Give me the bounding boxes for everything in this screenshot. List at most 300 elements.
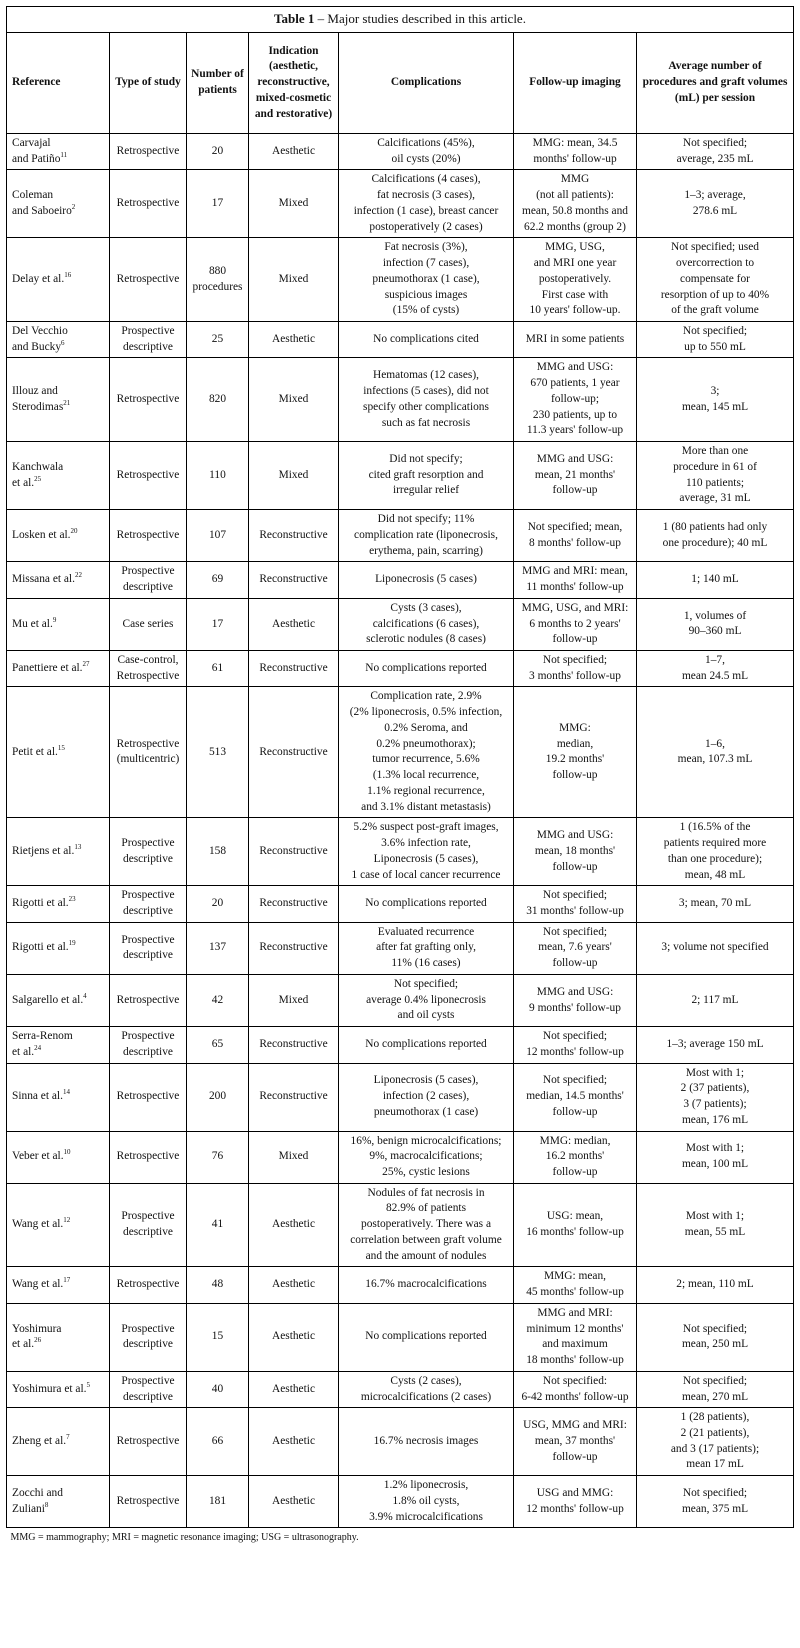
cell-patients [187,562,249,598]
cell-complications-text: Hematomas (12 cases), infections (5 cases), did not specify other complications such as fat necrosis [363,369,489,429]
cell-reference [7,1476,110,1528]
table-row [7,818,794,886]
cell-type-text: Retrospective [116,1278,180,1291]
cell-complications-text: Did not specify; cited graft resorption and irregular relief [368,453,484,497]
cell-imaging [514,687,637,818]
cell-imaging [514,510,637,562]
cell-complications-text: Evaluated recurrence after fat grafting only, 11% (16 cases) [376,925,476,970]
cell-type [110,1267,187,1303]
cell-indication-text: Reconstructive [259,1090,328,1103]
cell-type-text: Retrospective [116,993,180,1006]
cell-reference-text: Rigotti et al. [12,941,69,954]
cell-type [110,1371,187,1407]
cell-reference-text: Zheng et al. [12,1434,67,1447]
cell-type-text: Retrospective [116,1090,180,1103]
cell-reference-text: Salgarello et al. [12,993,84,1006]
cell-complications-text: 16%, benign microcalcifications; 9%, macrocalcifications; 25%, cystic lesions [350,1134,502,1178]
cell-reference [7,1267,110,1303]
cell-patients-text: 65 [211,1037,224,1050]
cell-imaging-text: MMG (not all patients): mean, 50.8 months and 62.2 months (group 2) [522,173,628,233]
table-row [7,974,794,1026]
cell-patients [187,1476,249,1528]
cell-imaging-text: Not specified; 3 months' follow-up [529,653,621,682]
cell-indication [249,562,339,598]
cell-reference-text: Panettiere et al. [12,661,83,674]
cell-type-text: Case-control, Retrospective [116,653,180,682]
reference-citation: 22 [74,571,82,580]
cell-complications [339,562,514,598]
cell-patients [187,598,249,650]
cell-type [110,650,187,686]
cell-imaging [514,442,637,510]
cell-procedures [637,170,794,238]
cell-type-text: Retrospective [116,1494,180,1507]
table-row [7,238,794,322]
cell-patients-text: 25 [211,332,224,345]
cell-reference-text: Rigotti et al. [12,897,69,910]
cell-indication [249,358,339,442]
cell-patients-text: 107 [208,528,227,541]
cell-patients [187,1371,249,1407]
reference-citation: 8 [44,1501,49,1510]
cell-procedures [637,562,794,598]
cell-procedures [637,1027,794,1063]
cell-reference-text: Zocchi and Zuliani [12,1487,63,1515]
cell-patients-text: 181 [208,1494,227,1507]
cell-indication [249,818,339,886]
cell-imaging [514,650,637,686]
cell-type-text: Prospective descriptive [121,325,175,353]
cell-type [110,1408,187,1476]
cell-procedures-text: 1 (80 patients had only one procedure); 40 mL [662,520,768,549]
header-complications: Complications [339,32,514,133]
cell-type-text: Retrospective [116,272,180,285]
cell-procedures [637,1183,794,1267]
cell-imaging [514,974,637,1026]
cell-procedures-text: 1–3; average, 278.6 mL [684,189,746,217]
cell-procedures-text: Not specified; up to 550 mL [682,325,748,353]
cell-patients-text: 137 [208,941,227,954]
cell-imaging-text: MMG and USG: mean, 18 months' follow-up [534,829,616,873]
cell-complications-text: No complications cited [373,332,479,345]
cell-procedures [637,442,794,510]
cell-complications [339,886,514,922]
cell-reference [7,1131,110,1183]
cell-complications [339,510,514,562]
table-caption [6,6,794,32]
cell-reference [7,358,110,442]
cell-imaging-text: Not specified; 12 months' follow-up [526,1030,624,1058]
cell-imaging [514,322,637,358]
cell-indication [249,886,339,922]
header-type: Type of study [110,32,187,133]
cell-complications-text: Cysts (3 cases), calcifications (6 cases), sclerotic nodules (8 cases) [366,601,486,646]
footnote-row [7,1528,794,1548]
cell-indication-text: Mixed [278,272,309,285]
table-row [7,687,794,818]
cell-imaging [514,886,637,922]
cell-imaging-text: Not specified; mean, 8 months' follow-up [527,520,623,549]
footnote: MMG = mammography; MRI = magnetic resonance imaging; USG = ultrasonography. [7,1528,794,1548]
cell-procedures-text: 3; mean, 145 mL [681,385,749,413]
cell-procedures [637,1063,794,1131]
cell-complications-text: 5.2% suspect post-graft images, 3.6% infection rate, Liponecrosis (5 cases), 1 case of local cancer recurrence [351,821,501,881]
cell-indication-text: Aesthetic [271,1218,315,1231]
cell-procedures [637,650,794,686]
reference-citation: 12 [63,1216,71,1225]
cell-type [110,358,187,442]
cell-type-text: Retrospective (multicentric) [116,737,180,766]
cell-type [110,1027,187,1063]
reference-citation: 19 [68,939,76,948]
cell-patients [187,170,249,238]
cell-reference-text: Del Vecchio and Bucky [12,325,68,353]
reference-citation: 16 [64,271,72,280]
cell-complications-text: Fat necrosis (3%), infection (7 cases), pneumothorax (1 case), suspicious images (15% of cysts) [372,241,480,317]
cell-patients-text: 110 [209,468,226,481]
cell-imaging-text: MMG, USG, and MRI one year postoperatively. First case with 10 years' follow-up. [529,241,621,317]
cell-complications [339,238,514,322]
cell-reference-text: Sinna et al. [12,1090,63,1103]
cell-patients [187,1063,249,1131]
cell-imaging-text: MMG, USG, and MRI: 6 months to 2 years' follow-up [521,601,629,646]
reference-citation: 25 [34,474,42,483]
header-procedures: Average number of procedures and graft volumes (mL) per session [637,32,794,133]
cell-type-text: Retrospective [116,1434,180,1447]
cell-procedures [637,1267,794,1303]
cell-indication-text: Aesthetic [271,1434,315,1447]
cell-indication [249,510,339,562]
cell-indication-text: Aesthetic [271,1278,315,1291]
cell-complications [339,1131,514,1183]
cell-type [110,133,187,169]
cell-type-text: Prospective descriptive [121,565,175,594]
cell-type [110,1063,187,1131]
cell-procedures-text: Not specified; average, 235 mL [676,136,754,165]
cell-procedures-text: 1–7, mean 24.5 mL [681,653,749,682]
cell-type [110,1303,187,1371]
cell-procedures [637,598,794,650]
cell-procedures-text: Most with 1; mean, 55 mL [684,1210,746,1239]
cell-imaging [514,1408,637,1476]
cell-patients-text: 20 [211,897,224,910]
cell-type-text: Retrospective [116,197,180,209]
cell-type-text: Retrospective [116,392,180,405]
cell-complications [339,442,514,510]
reference-citation: 7 [66,1433,70,1442]
cell-reference-text: Petit et al. [12,745,58,758]
cell-procedures-text: 2; mean, 110 mL [676,1278,754,1291]
cell-type-text: Prospective descriptive [121,1322,175,1351]
cell-procedures-text: 1–3; average 150 mL [666,1037,764,1050]
cell-imaging [514,1063,637,1131]
cell-type-text: Prospective descriptive [121,933,175,962]
cell-patients [187,1183,249,1267]
cell-patients [187,1267,249,1303]
cell-imaging [514,238,637,322]
cell-patients [187,510,249,562]
cell-procedures [637,1371,794,1407]
cell-indication-text: Mixed [278,468,309,481]
cell-procedures-text: 2; 117 mL [691,993,739,1006]
cell-reference-text: Yoshimura et al. [12,1322,62,1351]
cell-reference [7,974,110,1026]
cell-patients [187,322,249,358]
cell-type-text: Case series [122,617,174,630]
cell-reference-text: Delay et al. [12,272,65,285]
cell-patients-text: 42 [211,993,224,1006]
cell-complications [339,322,514,358]
cell-complications-text: No complications reported [365,1330,487,1343]
cell-type [110,886,187,922]
cell-reference [7,133,110,169]
reference-citation: 2 [71,203,76,212]
reference-citation: 17 [63,1276,71,1285]
table-row [7,1267,794,1303]
cell-reference-text: Wang et al. [12,1218,64,1231]
cell-complications [339,133,514,169]
cell-imaging-text: MMG and USG: mean, 21 months' follow-up [534,453,616,497]
cell-indication-text: Reconstructive [259,661,328,674]
cell-imaging [514,1183,637,1267]
cell-imaging-text: MMG: median, 16.2 months' follow-up [539,1134,611,1178]
table-row [7,170,794,238]
cell-patients-text: 69 [211,573,224,586]
cell-procedures [637,818,794,886]
cell-complications-text: Not specified; average 0.4% liponecrosis and oil cysts [366,977,486,1022]
cell-indication [249,1183,339,1267]
cell-type-text: Prospective descriptive [121,1210,175,1239]
cell-complications-text: No complications reported [365,661,487,674]
cell-patients [187,687,249,818]
cell-complications-text: 16.7% macrocalcifications [365,1278,487,1291]
cell-procedures-text: Not specified; mean, 250 mL [681,1322,749,1351]
cell-imaging-text: MMG: mean, 45 months' follow-up [526,1270,624,1299]
cell-complications [339,1303,514,1371]
cell-indication-text: Aesthetic [271,332,315,345]
cell-reference-text: Coleman and Saboeiro [12,189,72,217]
cell-indication [249,133,339,169]
cell-indication-text: Reconstructive [259,528,328,541]
cell-patients [187,974,249,1026]
cell-patients [187,818,249,886]
cell-indication [249,650,339,686]
cell-procedures-text: 1 (28 patients), 2 (21 patients), and 3 (17 patients); mean 17 mL [670,1411,760,1471]
cell-reference-text: Wang et al. [12,1278,64,1291]
reference-citation: 20 [70,527,78,536]
header-indication: Indication (aesthetic, reconstructive, mixed-cosmetic and restorative) [249,32,339,133]
cell-patients-text: 40 [211,1382,224,1395]
cell-imaging [514,818,637,886]
cell-indication-text: Reconstructive [259,1037,328,1050]
cell-type [110,322,187,358]
cell-type [110,687,187,818]
cell-imaging-text: MMG: mean, 34.5 months' follow-up [532,136,618,165]
cell-procedures-text: Most with 1; mean, 100 mL [681,1142,749,1171]
cell-imaging [514,170,637,238]
cell-complications-text: Cysts (2 cases), microcalcifications (2 cases) [360,1374,492,1403]
reference-citation: 11 [60,150,68,159]
cell-reference [7,510,110,562]
cell-procedures [637,886,794,922]
cell-imaging-text: MMG and USG: 670 patients, 1 year follow-up; 230 patients, up to 11.3 years' follow-up [526,361,624,437]
cell-indication-text: Mixed [278,197,309,209]
table-row [7,133,794,169]
cell-reference-text: Serra-Renom et al. [12,1030,73,1058]
cell-reference [7,1303,110,1371]
table-row [7,1476,794,1528]
cell-indication-text: Reconstructive [259,941,328,954]
cell-patients [187,1303,249,1371]
cell-complications-text: 16.7% necrosis images [373,1434,479,1447]
cell-procedures [637,922,794,974]
cell-reference [7,322,110,358]
cell-imaging [514,922,637,974]
cell-procedures [637,1303,794,1371]
cell-complications [339,1371,514,1407]
cell-patients [187,238,249,322]
reference-citation: 6 [61,338,65,347]
cell-type [110,562,187,598]
caption-label: Table 1 [274,11,315,26]
cell-reference [7,170,110,238]
reference-citation: 10 [63,1148,71,1157]
cell-indication [249,1267,339,1303]
cell-complications [339,1063,514,1131]
cell-patients [187,1027,249,1063]
cell-imaging [514,1476,637,1528]
cell-patients-text: 61 [211,661,224,674]
cell-procedures-text: 3; volume not specified [661,941,769,954]
cell-reference [7,1063,110,1131]
cell-patients-text: 76 [211,1150,224,1163]
cell-imaging [514,1371,637,1407]
cell-complications-text: 1.2% liponecrosis, 1.8% oil cysts, 3.9% microcalcifications [369,1479,483,1523]
reference-citation: 27 [82,660,90,669]
cell-imaging-text: MMG and MRI: mean, 11 months' follow-up [522,565,628,594]
cell-procedures-text: 1, volumes of 90–360 mL [683,609,747,638]
cell-complications [339,598,514,650]
cell-type [110,238,187,322]
cell-complications [339,1267,514,1303]
cell-patients [187,442,249,510]
cell-indication-text: Reconstructive [259,745,328,758]
cell-imaging-text: USG, MMG and MRI: mean, 37 months' follow-up [523,1419,627,1463]
cell-indication [249,1476,339,1528]
cell-reference [7,687,110,818]
cell-imaging-text: Not specified; mean, 7.6 years' follow-up [538,925,612,970]
cell-procedures-text: Not specified; mean, 270 mL [681,1374,749,1403]
cell-type [110,598,187,650]
cell-reference [7,562,110,598]
reference-citation: 14 [62,1088,70,1097]
cell-indication-text: Mixed [278,392,309,405]
cell-indication-text: Reconstructive [259,844,328,857]
studies-table [6,6,794,1548]
cell-reference-text: Missana et al. [12,573,75,586]
cell-reference [7,1027,110,1063]
table-row [7,442,794,510]
cell-complications-text: Calcifications (45%), oil cysts (20%) [377,136,475,165]
cell-indication-text: Aesthetic [271,144,315,157]
reference-citation: 13 [74,843,82,852]
cell-procedures [637,358,794,442]
cell-imaging [514,358,637,442]
cell-procedures-text: 1 (16.5% of the patients required more than one procedure); mean, 48 mL [663,821,767,881]
cell-reference [7,886,110,922]
cell-imaging-text: USG: mean, 16 months' follow-up [526,1210,624,1239]
cell-imaging-text: MMG and MRI: minimum 12 months' and maximum 18 months' follow-up [526,1306,624,1367]
cell-procedures [637,1131,794,1183]
cell-indication [249,1408,339,1476]
cell-type-text: Retrospective [116,468,180,481]
cell-imaging-text: MMG: median, 19.2 months' follow-up [545,721,605,782]
header-imaging: Follow-up imaging [514,32,637,133]
cell-imaging-text: USG and MMG: 12 months' follow-up [526,1487,624,1515]
cell-complications [339,1183,514,1267]
cell-complications-text: Did not specify; 11% complication rate (liponecrosis, erythema, pain, scarring) [354,513,498,557]
cell-imaging [514,1027,637,1063]
cell-indication-text: Aesthetic [271,1330,315,1343]
table-row [7,510,794,562]
cell-patients [187,1131,249,1183]
cell-imaging [514,1303,637,1371]
cell-indication-text: Aesthetic [271,1382,315,1395]
cell-imaging [514,562,637,598]
cell-reference-text: Kanchwala et al. [12,460,64,489]
table-row [7,886,794,922]
cell-patients [187,358,249,442]
cell-imaging-text: Not specified: 6-42 months' follow-up [521,1374,629,1403]
cell-procedures [637,510,794,562]
cell-type [110,1131,187,1183]
table-body [7,133,794,1527]
cell-reference [7,650,110,686]
cell-patients-text: 41 [211,1218,224,1231]
cell-complications [339,818,514,886]
table-row [7,562,794,598]
cell-complications-text: Nodules of fat necrosis in 82.9% of patients postoperatively. There was a correlation between graft volume and the amount of nodules [350,1186,502,1262]
cell-type [110,974,187,1026]
cell-complications [339,1476,514,1528]
reference-citation: 23 [68,895,76,904]
cell-patients-text: 200 [208,1090,227,1103]
cell-complications-text: No complications reported [365,1037,487,1050]
cell-indication [249,974,339,1026]
table-row [7,922,794,974]
cell-patients [187,650,249,686]
cell-reference-text: Mu et al. [12,617,53,630]
cell-patients-text: 820 [208,392,227,405]
cell-type-text: Prospective descriptive [121,837,175,865]
cell-procedures [637,974,794,1026]
cell-type-text: Prospective descriptive [121,1374,175,1403]
cell-procedures [637,322,794,358]
cell-imaging-text: MMG and USG: 9 months' follow-up [529,985,621,1014]
cell-patients-text: 17 [211,617,224,630]
cell-reference-text: Losken et al. [12,528,71,541]
cell-reference [7,1408,110,1476]
cell-imaging [514,133,637,169]
cell-imaging-text: Not specified; median, 14.5 months' follow-up [526,1074,624,1118]
caption-text: – Major studies described in this article. [314,11,526,26]
cell-indication-text: Reconstructive [259,897,328,910]
cell-patients-text: 513 [208,745,227,758]
cell-complications [339,650,514,686]
cell-type-text: Retrospective [116,1150,180,1163]
cell-patients-text: 20 [211,144,224,157]
cell-patients-text: 15 [211,1330,224,1343]
